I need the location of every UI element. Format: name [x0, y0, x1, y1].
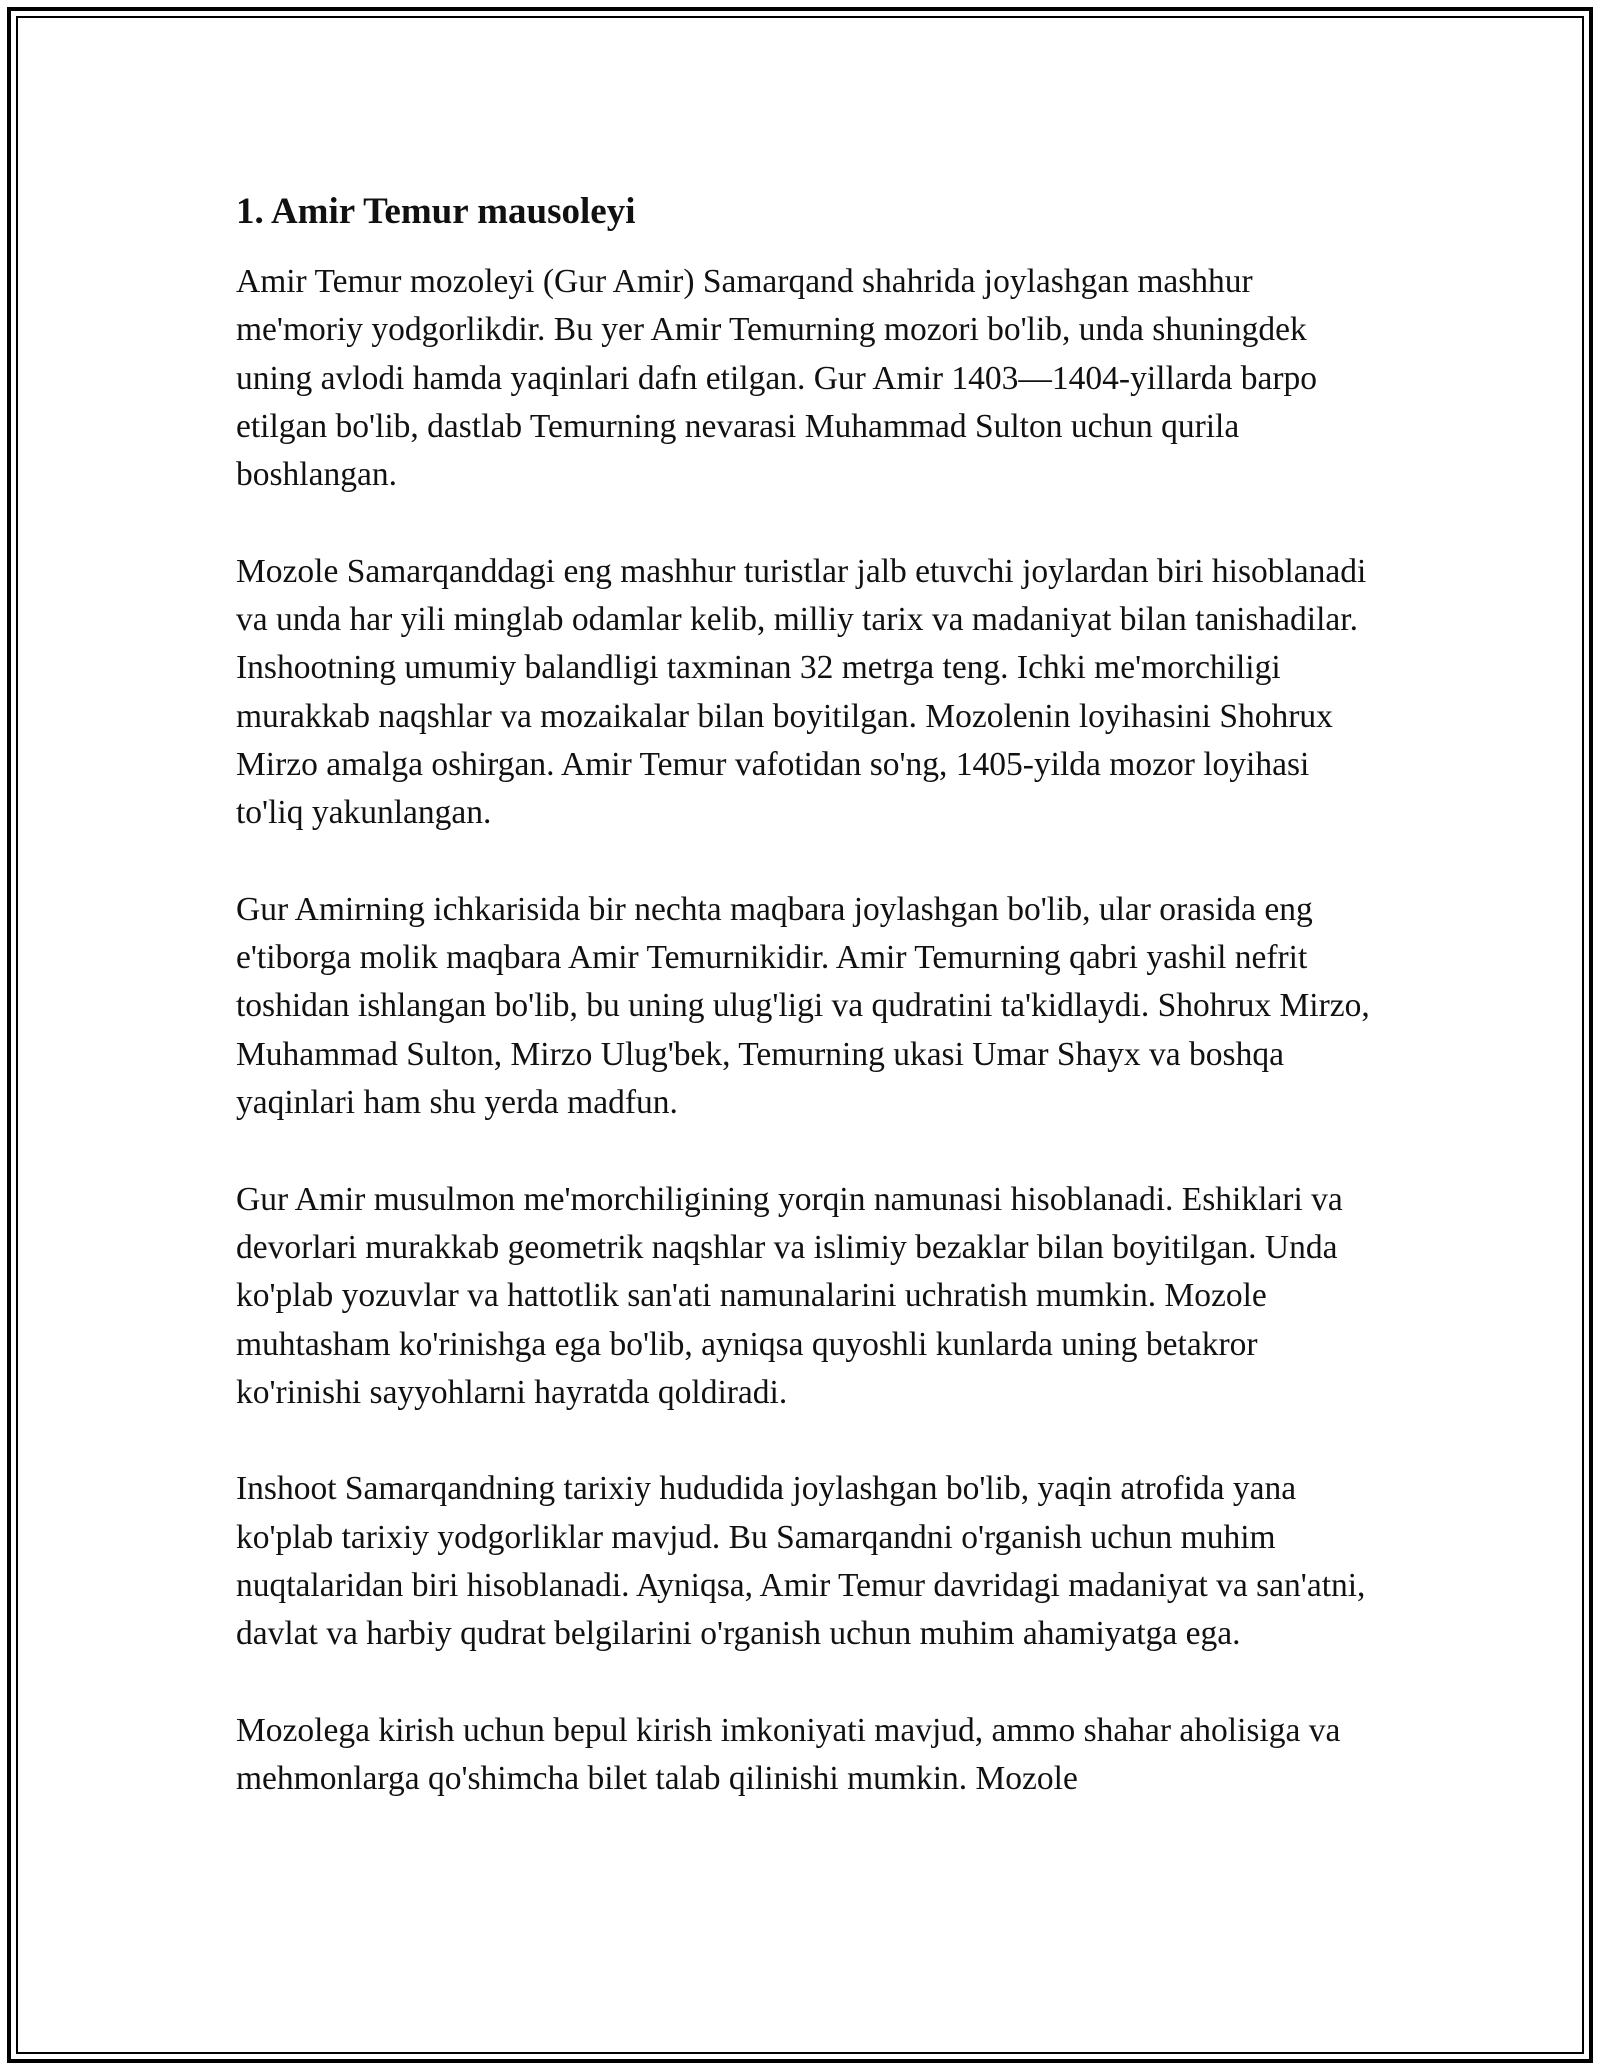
- paragraph-6: Mozolega kirish uchun bepul kirish imkoniyati mavjud, ammo shahar aholisiga va mehmonlarga qo'shimcha bilet talab qilinishi mumkin. Mozole: [236, 1711, 1341, 1798]
- paragraph-4: Gur Amir musulmon me'morchiligining yorqin namunasi hisoblanadi. Eshiklari va devorlari murakkab geometrik naqshlar va islimiy bezaklar bilan boyitilgan. Unda ko'plab yozuvlar va hattotlik san'ati namunalarini uchratish mumkin. Mozole muhtasham ko'rinishga ega bo'lib, ayniqsa quyoshli kunlarda uning betakror ko'rinishi sayyohlarni hayratda qoldiradi.: [236, 1180, 1343, 1411]
- paragraph-1: Amir Temur mozoleyi (Gur Amir) Samarqand shahrida joylashgan mashhur me'moriy yodgorlikdir. Bu yer Amir Temurning mozori bo'lib, unda shuningdek uning avlodi hamda yaqinlari dafn etilgan. Gur Amir 1403—1404-yillarda barpo etilgan bo'lib, dastlab Temurning nevarasi Muhammad Sulton uchun qurila boshlangan.: [236, 263, 1318, 494]
- paragraph-2: Mozole Samarqanddagi eng mashhur turistlar jalb etuvchi joylardan biri hisoblanadi va unda har yili minglab odamlar kelib, milliy tarix va madaniyat bilan tanishadilar. Inshootning umumiy balandligi taxminan 32 metrga teng. Ichki me'morchiligi murakkab naqshlar va mozaikalar bilan boyitilgan. Mozolenin loyihasini Shohrux Mirzo amalga oshirgan. Amir Temur vafotidan so'ng, 1405-yilda mozor loyihasi to'liq yakunlangan.: [236, 552, 1367, 832]
- section-heading: 1. Amir Temur mausoleyi: [236, 191, 636, 232]
- paragraph-3: Gur Amirning ichkarisida bir nechta maqbara joylashgan bo'lib, ular orasida eng e'tiborga molik maqbara Amir Temurnikidir. Amir Temurning qabri yashil nefrit toshidan ishlangan bo'lib, bu uning ulug'ligi va qudratini ta'kidlaydi. Shohrux Mirzo, Muhammad Sulton, Mirzo Ulug'bek, Temurning ukasi Umar Shayx va boshqa yaqinlari ham shu yerda madfun.: [236, 890, 1370, 1122]
- document-body: [236, 188, 1376, 1804]
- paragraph-5: Inshoot Samarqandning tarixiy hududida joylashgan bo'lib, yaqin atrofida yana ko'plab tarixiy yodgorliklar mavjud. Bu Samarqandni o'rganish uchun muhim nuqtalaridan biri hisoblanadi. Ayniqsa, Amir Temur davridagi madaniyat va san'atni, davlat va harbiy qudrat belgilarini o'rganish uchun muhim ahamiyatga ega.: [236, 1470, 1366, 1653]
